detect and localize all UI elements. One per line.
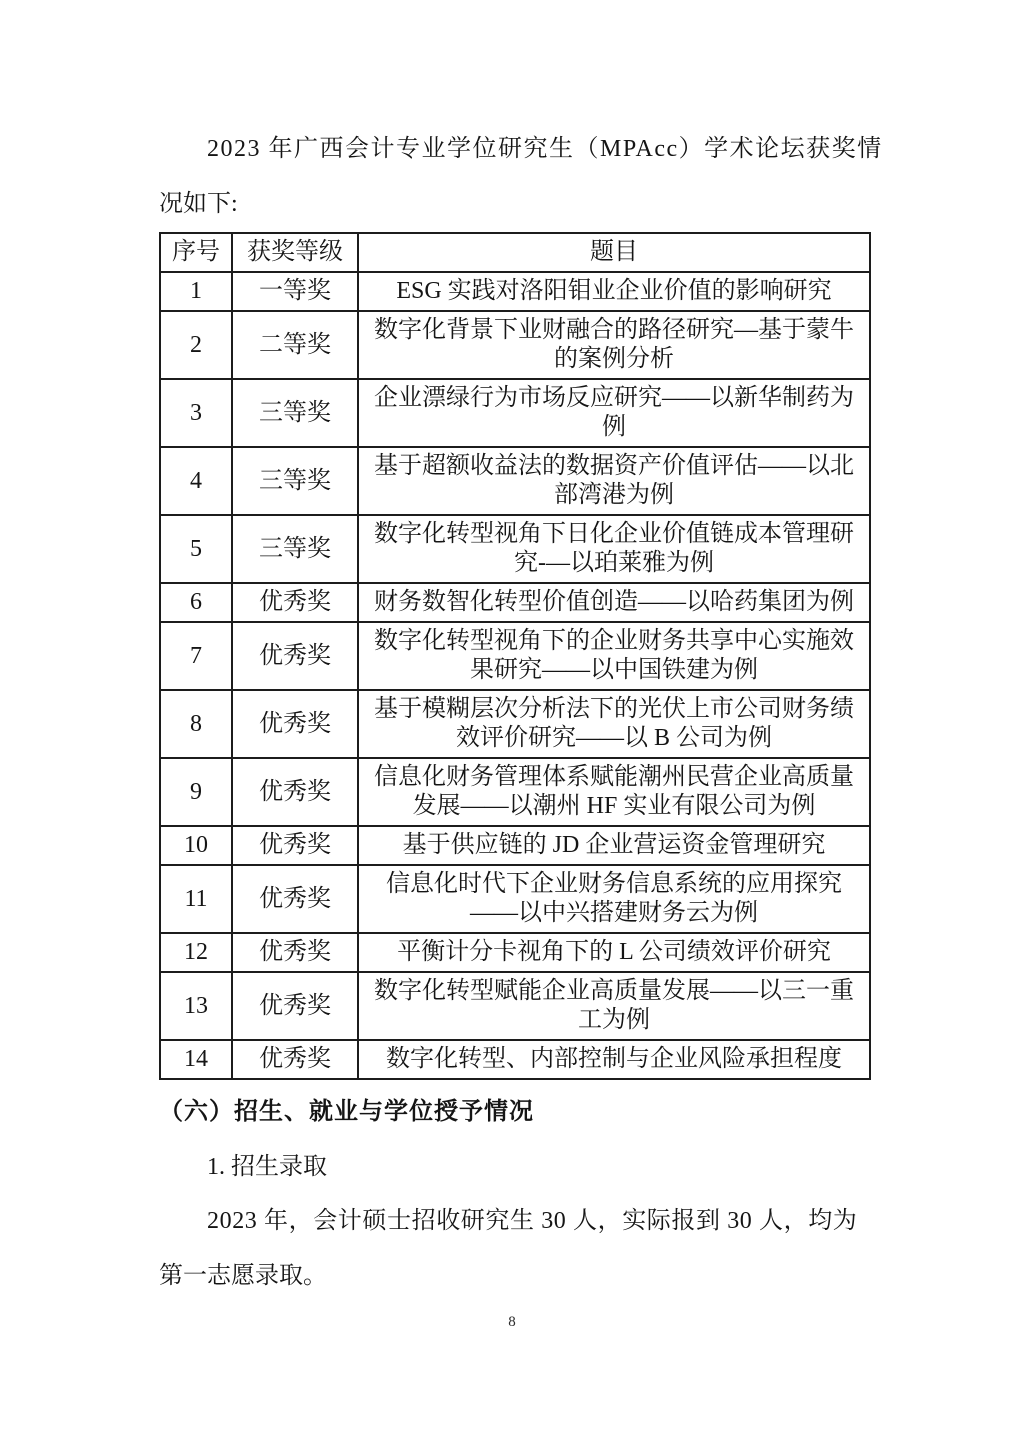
cell-award: 优秀奖 [232,933,358,972]
cell-no: 12 [160,933,232,972]
cell-award: 优秀奖 [232,826,358,865]
cell-no: 1 [160,272,232,311]
table-row [160,379,870,447]
table-row [160,690,870,758]
subsection-heading: 1. 招生录取 [207,1154,327,1180]
cell-award: 优秀奖 [232,1040,358,1079]
table-row [160,447,870,515]
cell-no: 11 [160,865,232,933]
header-cell-no: 序号 [160,233,232,272]
header-cell-award: 获奖等级 [232,233,358,272]
table-row [160,311,870,379]
cell-award: 优秀奖 [232,690,358,758]
cell-award: 优秀奖 [232,583,358,622]
page-number: 8 [508,1314,516,1330]
cell-title: 基于模糊层次分析法下的光伏上市公司财务绩效评价研究——以 B 公司为例 [358,690,870,758]
cell-award: 一等奖 [232,272,358,311]
table-row [160,1040,870,1079]
cell-no: 8 [160,690,232,758]
cell-title: 数字化转型、内部控制与企业风险承担程度 [358,1040,870,1079]
table-row [160,865,870,933]
cell-title: 数字化转型视角下日化企业价值链成本管理研究-—以珀莱雅为例 [358,515,870,583]
table-row [160,272,870,311]
cell-no: 5 [160,515,232,583]
table-row [160,972,870,1040]
cell-title: 数字化转型视角下的企业财务共享中心实施效果研究——以中国铁建为例 [358,622,870,690]
header-cell-title: 题目 [358,233,870,272]
cell-title: ESG 实践对洛阳钼业企业价值的影响研究 [358,272,870,311]
cell-no: 10 [160,826,232,865]
cell-no: 4 [160,447,232,515]
cell-no: 2 [160,311,232,379]
cell-title: 信息化财务管理体系赋能潮州民营企业高质量发展——以潮州 HF 实业有限公司为例 [358,758,870,826]
cell-title: 财务数智化转型价值创造——以哈药集团为例 [358,583,870,622]
enrollment-paragraph-line2: 第一志愿录取。 [159,1263,327,1289]
section-heading: （六）招生、就业与学位授予情况 [159,1098,534,1125]
cell-title: 信息化时代下企业财务信息系统的应用探究——以中兴搭建财务云为例 [358,865,870,933]
table-row [160,933,870,972]
cell-award: 优秀奖 [232,758,358,826]
cell-award: 三等奖 [232,379,358,447]
cell-award: 优秀奖 [232,865,358,933]
cell-title: 数字化转型赋能企业高质量发展——以三一重工为例 [358,972,870,1040]
cell-award: 三等奖 [232,515,358,583]
awards-table-header [160,233,870,272]
intro-paragraph-line1: 2023 年广西会计专业学位研究生（MPAcc）学术论坛获奖情 [207,136,883,162]
table-row [160,515,870,583]
cell-no: 3 [160,379,232,447]
table-row [160,583,870,622]
table-row [160,622,870,690]
cell-no: 14 [160,1040,232,1079]
cell-title: 基于供应链的 JD 企业营运资金管理研究 [358,826,870,865]
cell-no: 9 [160,758,232,826]
cell-award: 二等奖 [232,311,358,379]
cell-title: 基于超额收益法的数据资产价值评估——以北部湾港为例 [358,447,870,515]
cell-title: 企业漂绿行为市场反应研究——以新华制药为例 [358,379,870,447]
cell-award: 优秀奖 [232,972,358,1040]
cell-title: 数字化背景下业财融合的路径研究—基于蒙牛的案例分析 [358,311,870,379]
cell-award: 三等奖 [232,447,358,515]
cell-no: 13 [160,972,232,1040]
document-body [159,132,883,1293]
awards-table [159,232,871,1080]
cell-award: 优秀奖 [232,622,358,690]
table-row [160,758,870,826]
cell-title: 平衡计分卡视角下的 L 公司绩效评价研究 [358,933,870,972]
cell-no: 6 [160,583,232,622]
enrollment-paragraph-line1: 2023 年，会计硕士招收研究生 30 人，实际报到 30 人，均为 [207,1208,858,1234]
awards-table-body [160,272,870,1079]
cell-no: 7 [160,622,232,690]
header-row [160,233,870,272]
table-row [160,826,870,865]
intro-paragraph-line2: 况如下: [159,191,238,217]
